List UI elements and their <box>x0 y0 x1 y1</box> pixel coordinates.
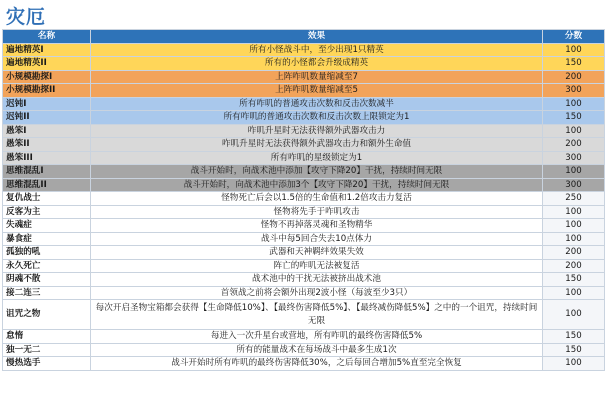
row-effect: 战斗中每5回合失去10点体力 <box>91 232 543 246</box>
row-effect: 咋叽升星时无法获得额外武器攻击力 <box>91 124 543 138</box>
row-name: 小规模勘探I <box>3 70 91 84</box>
row-name: 愚笨III <box>3 151 91 165</box>
row-effect: 上阵咋叽数量缩减至5 <box>91 84 543 98</box>
row-name: 反客为主 <box>3 205 91 219</box>
header-score: 分数 <box>543 30 605 44</box>
disaster-table <box>2 29 605 371</box>
row-effect: 所有咋叽的星级锁定为1 <box>91 151 543 165</box>
row-effect: 战术池中的干扰无法被挤出战术池 <box>91 273 543 287</box>
table-row <box>3 330 605 344</box>
page-title: 灾厄 <box>6 6 47 28</box>
row-name: 阴魂不散 <box>3 273 91 287</box>
row-effect: 怪物死亡后会以1.5倍的生命值和1.2倍攻击力复活 <box>91 192 543 206</box>
table-row <box>3 246 605 260</box>
table-row <box>3 165 605 179</box>
row-score: 300 <box>543 84 605 98</box>
table-row <box>3 124 605 138</box>
row-score: 100 <box>543 97 605 111</box>
row-effect: 所有咋叽的普通攻击次数和反击次数上限锁定为1 <box>91 111 543 125</box>
table-row <box>3 286 605 300</box>
row-name: 接二连三 <box>3 286 91 300</box>
table-row <box>3 178 605 192</box>
table-row <box>3 138 605 152</box>
row-effect: 阵亡的咋叽无法被复活 <box>91 259 543 273</box>
row-score: 200 <box>543 70 605 84</box>
row-effect: 战斗开始时，向战术池中添加【攻守下降20】干扰，持续时间无限 <box>91 165 543 179</box>
table-row <box>3 57 605 71</box>
row-effect: 每进入一次升星台或营地，所有咋叽的最终伤害降低5% <box>91 330 543 344</box>
table-row <box>3 84 605 98</box>
row-name: 迟钝I <box>3 97 91 111</box>
row-effect: 怪物将先手于咋叽攻击 <box>91 205 543 219</box>
row-score: 100 <box>543 232 605 246</box>
row-effect: 所有小怪战斗中，至少出现1只精英 <box>91 43 543 57</box>
row-name: 诅咒之物 <box>3 300 91 330</box>
row-effect: 所有咋叽的普通攻击次数和反击次数减半 <box>91 97 543 111</box>
row-score: 100 <box>543 165 605 179</box>
row-name: 愚笨II <box>3 138 91 152</box>
table-row <box>3 43 605 57</box>
row-name: 遍地精英I <box>3 43 91 57</box>
row-score: 200 <box>543 138 605 152</box>
table-row <box>3 97 605 111</box>
row-name: 思维混乱II <box>3 178 91 192</box>
table-row <box>3 300 605 330</box>
row-score: 100 <box>543 43 605 57</box>
row-name: 独一无二 <box>3 343 91 357</box>
row-name: 复仇战士 <box>3 192 91 206</box>
table-row <box>3 259 605 273</box>
table-row <box>3 219 605 233</box>
row-effect: 每次开启圣物宝箱都会获得【生命降低10%】、【最终伤害降低5%】、【最终减伤降低5%】之中的一个诅咒，持续时间无限 <box>91 300 543 330</box>
table-row <box>3 343 605 357</box>
row-score: 100 <box>543 286 605 300</box>
row-name: 愚笨I <box>3 124 91 138</box>
row-name: 孤独的吼 <box>3 246 91 260</box>
row-effect: 武器和天神羁绊效果失效 <box>91 246 543 260</box>
table-row <box>3 111 605 125</box>
table-row <box>3 151 605 165</box>
row-effect: 首领战之前将会额外出现2波小怪（每波至少3只） <box>91 286 543 300</box>
row-name: 小规模勘探II <box>3 84 91 98</box>
table-row <box>3 192 605 206</box>
row-score: 150 <box>543 57 605 71</box>
row-score: 100 <box>543 205 605 219</box>
header-effect: 效果 <box>91 30 543 44</box>
row-score: 200 <box>543 259 605 273</box>
row-name: 遍地精英II <box>3 57 91 71</box>
row-score: 150 <box>543 330 605 344</box>
row-effect: 所有的小怪都会升级成精英 <box>91 57 543 71</box>
row-score: 100 <box>543 219 605 233</box>
row-name: 迟钝II <box>3 111 91 125</box>
row-effect: 怪物不再掉落灵魂和圣物精华 <box>91 219 543 233</box>
row-score: 200 <box>543 246 605 260</box>
table-row <box>3 357 605 371</box>
row-effect: 战斗开始时，向战术池中添加3个【攻守下降20】干扰，持续时间无限 <box>91 178 543 192</box>
row-score: 300 <box>543 151 605 165</box>
header-name: 名称 <box>3 30 91 44</box>
row-score: 100 <box>543 300 605 330</box>
row-name: 怠惰 <box>3 330 91 344</box>
row-score: 150 <box>543 111 605 125</box>
row-name: 慢热选手 <box>3 357 91 371</box>
row-name: 永久死亡 <box>3 259 91 273</box>
row-name: 暴食症 <box>3 232 91 246</box>
row-score: 100 <box>543 357 605 371</box>
row-score: 100 <box>543 124 605 138</box>
row-name: 思维混乱I <box>3 165 91 179</box>
row-name: 失魂症 <box>3 219 91 233</box>
table-row <box>3 205 605 219</box>
row-effect: 咋叽升星时无法获得额外武器攻击力和额外生命值 <box>91 138 543 152</box>
row-score: 250 <box>543 192 605 206</box>
table-row <box>3 232 605 246</box>
table-header-row <box>3 30 605 44</box>
row-effect: 战斗开始时所有咋叽的最终伤害降低30%，之后每回合增加5%直至完全恢复 <box>91 357 543 371</box>
row-score: 150 <box>543 343 605 357</box>
row-score: 150 <box>543 273 605 287</box>
row-score: 300 <box>543 178 605 192</box>
table-row <box>3 273 605 287</box>
table-row <box>3 70 605 84</box>
row-effect: 上阵咋叽数量缩减至7 <box>91 70 543 84</box>
row-effect: 所有的能量战术在每场战斗中最多生成1次 <box>91 343 543 357</box>
